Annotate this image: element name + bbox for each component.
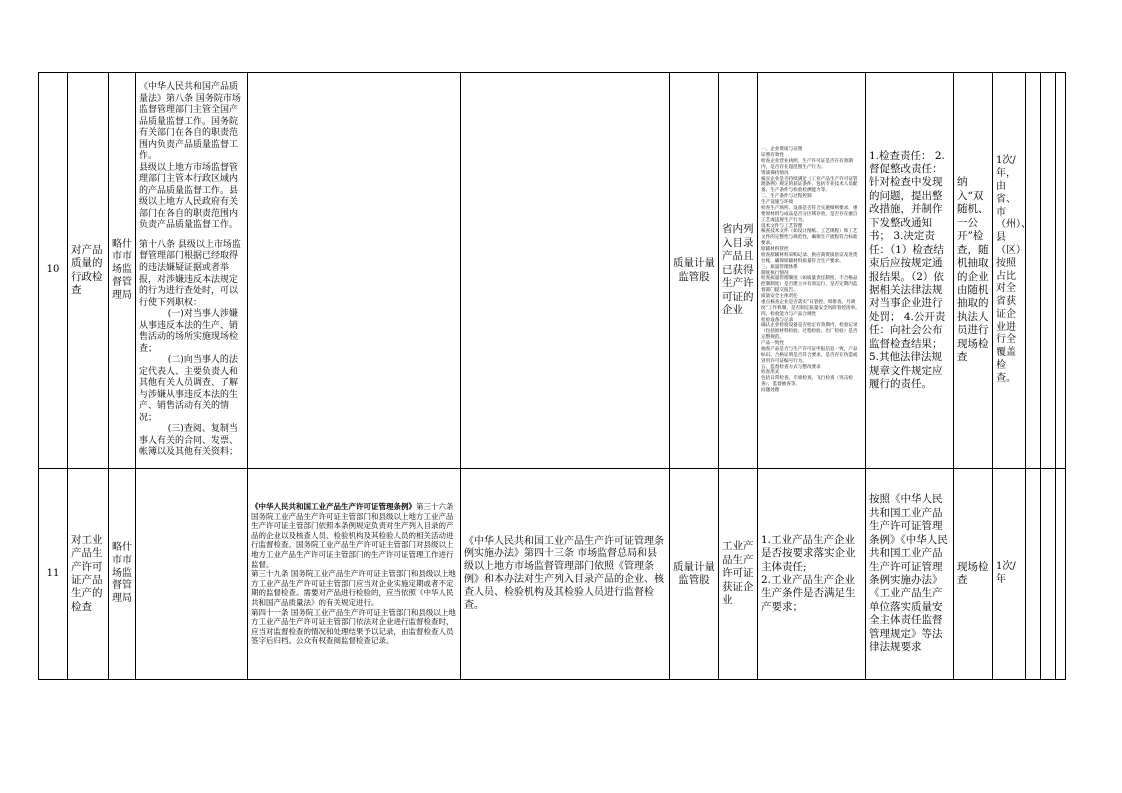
basis-paragraph: (一)对当事人涉嫌从事违反本法的生产、销售活动的场所实施现场检查； [139, 309, 239, 354]
inspection-frequency: 1次/年 [993, 469, 1026, 680]
regulation-title: 《中华人民共和国工业产品生产许可证管理条例》 [251, 502, 416, 512]
inspection-method: 纳入“双随机、一公开”检查，随机抽取的企业由随机抽取的执法人员进行现场检查 [954, 73, 993, 469]
legal-basis-3 [461, 73, 670, 469]
inspection-item: 对产品质量的行政检查 [68, 73, 109, 469]
legal-basis [136, 469, 248, 680]
inspection-content: 1.工业产品生产企业是否按要求落实企业主体责任; 2.工业产品生产企业生产条件是否满足生产要求； [758, 469, 866, 680]
inspection-content: 一、企业资质与证照 证照有效性 检查企业营业执照、生产许可证是否在有效期内，是否存在超范围生产行为。 资质保持情况 核实企业是否持续满足《工业产品生产许可证管理条例》规定的获证条件，包括专业技术人员配备、生产条件与检验检测能力等。 二、生产条件与过程控制 生产设施与环境 检查生产场所、设备是否符合实施细则要求，重要原材料与成品是否分区域存放，是否存在擅自工艺或违规生产行为。 技术文件与工艺管理 核查技术文件（如设计图纸、工艺规程）和工艺文件的完整性与规范性，确保生产流程符合标准要求。 原辅材料管控 检查原辅材料采购记录、供应商资质验证及进货台账，确保原辅材料质量符合生产要求。 三、质量管理体系 制度执行情况 检查质量管理制度（如质量责任制度、不合格品控制制度）是否建立并有效运行，是否定期内监督部门提交报告。 质量安全主体责任 重点核查企业是否落实“日管控、周排查、月调度”工作机制，是否制定质量安全风险管控清单。 四、检验能力与产品合规性 检验设备与记录 确认企业检验设备是否检定有效期内，检验记录（包括原材料检验、过程检验、出厂检验）是否完整规范。 产品一致性 抽查产品是否与生产许可证申报信息一致，产品标识、合格证明是否符合要求，是否存在伪造或冒用许可证编号行为。 五、监督检查方式与整改要求 检查形式 包括日常检查、专项检查、飞行检查（突击检查），监督抽查等。 问题处理 [758, 73, 866, 469]
basis-paragraph: (二)向当事人的法定代表人、主要负责人和其他有关人员调查、了解与涉嫌从事违反本法的生产、销售活动有关的情况； [139, 355, 239, 423]
legal-basis-3: 《中华人民共和国工业产品生产许可证管理条例实施办法》第四十三条 市场监督总局和县级以上地方市场监督管理部门依照《管理条例》和本办法对生产列入目录产品的企业、核查人员、检验机构及其检验人员进行监督检查。 [461, 469, 670, 680]
inspection-method: 现场检查 [954, 469, 993, 680]
basis-paragraph: 《中华人民共和国产品质量法》第八条 国务院市场监督管理部门主管全国产品质量监督工作。国务院有关部门在各自的职责范围内负责产品质量监督工作。 [139, 82, 241, 162]
legal-basis-2 [248, 73, 461, 469]
empty-cell [1056, 469, 1066, 680]
regulation-text: 第三十六条 国务院工业产品生产许可证主管部门和县级以上地方工业产品生产许可证主管部门依照本条例规定负责对生产列入目录的产品的企业以及核查人员、检验机构及其检验人员的相关活动进行监督检查。国务院工业产品生产许可证主管部门对县级以上地方工业产品生产许可证主管部门的生产许可证管理工作进行监督。 第三十九条 国务院工业产品生产许可证主管部门和县级以上地方工业产品生产许可证主管部门应当对企业实施定期或者不定期的监督检查。需要对产品进行检验的，应当依照《中华人民共和国产品质量法》的有关规定进行。 第四十一条 国务院工业产品生产许可证主管部门和县级以上地方工业产品生产许可证主管部门依法对企业进行监督检查时，应当对监督检查的情况和处理结果予以记录，由监督检查人员签字后归档。公众有权查阅监督检查记录。 [251, 502, 456, 646]
empty-cell [1026, 469, 1041, 680]
basis-paragraph: 第十八条 县级以上市场监督管理部门根据已经取得的违法嫌疑证据或者举报，对涉嫌违反本法规定的行为进行查处时，可以行使下列职权： [139, 239, 241, 308]
inspection-frequency: 1次/年，由省、市（州）、县（区）按照占比对全省获证企业进行全覆盖检查。 [993, 73, 1026, 469]
empty-cell [1041, 469, 1056, 680]
inspection-object: 省内列入目录产品且已获得生产许可证的企业 [719, 73, 758, 469]
empty-cell [1026, 73, 1041, 469]
basis-paragraph: (三)查阅、复制当事人有关的合同、发票、帐簿以及其他有关资料； [139, 424, 239, 458]
table-row [39, 469, 1066, 680]
row-number: 11 [39, 469, 68, 680]
legal-basis [136, 73, 248, 469]
inspection-object: 工业产品生产许可证获证企业 [719, 469, 758, 680]
responsible-unit: 质量计量监管股 [670, 469, 719, 680]
department: 略什市市场监督管理局 [109, 469, 136, 680]
row-number: 10 [39, 73, 68, 469]
inspection-item: 对工业产品生产许可证产品生产的检查 [68, 469, 109, 680]
table-row [39, 73, 1066, 469]
empty-cell [1056, 73, 1066, 469]
basis-paragraph: 县级以上地方市场监督管理部门主管本行政区域内的产品质量监督工作。县级以上地方人民政府有关部门在各自的职责范围内负责产品质量监督工作。 [139, 162, 239, 231]
responsibility: 1.检查责任： 2.督促整改责任：针对检查中发现的问题，提出整改措施，并制作下发整改通知书； 3.决定责任：（1）检查结束后应按规定通报结果。（2）依据相关法律法规对当事企业进行处罚； 4.公开责任：向社会公布监督检查结果； 5.其他法律法规规章文件规定应履行的责任。 [866, 73, 954, 469]
empty-cell [1041, 73, 1056, 469]
responsibility: 按照《中华人民共和国工业产品生产许可证管理条例》《中华人民共和国工业产品生产许可证管理条例实施办法》《工业产品生产单位落实质量安全主体责任监督管理规定》等法律法规要求 [866, 469, 954, 680]
legal-basis-2 [248, 469, 461, 680]
inspection-table [38, 72, 1066, 680]
department: 略什市市场监督管理局 [109, 73, 136, 469]
responsible-unit: 质量计量监管股 [670, 73, 719, 469]
